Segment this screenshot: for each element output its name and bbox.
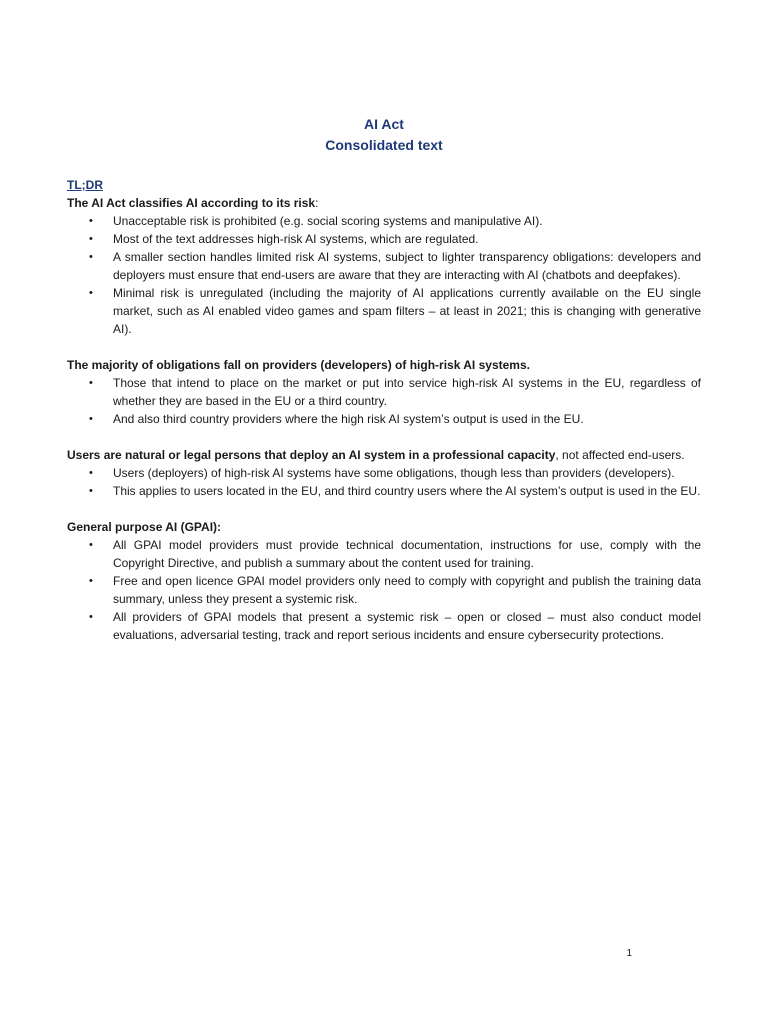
- section-2: [67, 446, 701, 500]
- section-heading: [67, 356, 701, 374]
- section-heading: [67, 194, 701, 212]
- list-item-text: A smaller section handles limited risk AI systems, subject to lighter transparency obligations: developers and deployers must ensure that end-users are aware that they are interacting with AI (chatbots and deepfakes).: [113, 250, 701, 282]
- list-item-text: All providers of GPAI models that present a systemic risk – open or closed – must also conduct model evaluations, adversarial testing, track and report serious incidents and ensure cybersecurity protections.: [113, 610, 701, 642]
- bullet-list: [67, 212, 701, 338]
- section-3: [67, 518, 701, 644]
- document-page: [67, 0, 701, 1024]
- list-item-text: And also third country providers where the high risk AI system’s output is used in the EU.: [113, 412, 584, 426]
- list-item: [67, 572, 701, 608]
- list-item-text: All GPAI model providers must provide technical documentation, instructions for use, comply with the Copyright Directive, and publish a summary about the content used for training.: [113, 538, 701, 570]
- bullet-icon: •: [89, 611, 93, 623]
- title-line-1: AI Act: [364, 116, 404, 132]
- list-item-text: This applies to users located in the EU, and third country users where the AI system’s output is used in the EU.: [113, 484, 701, 498]
- section-heading: [67, 518, 701, 536]
- document-title: [67, 114, 701, 156]
- list-item: [67, 230, 701, 248]
- section-1: [67, 356, 701, 428]
- list-item: [67, 284, 701, 338]
- bullet-icon: •: [89, 377, 93, 389]
- document-body: [67, 176, 701, 644]
- list-item-text: Free and open licence GPAI model providers only need to comply with copyright and publish the training data summary, unless they present a systemic risk.: [113, 574, 701, 606]
- bullet-icon: •: [89, 251, 93, 263]
- bullet-icon: •: [89, 287, 93, 299]
- bullet-icon: •: [89, 413, 93, 425]
- list-item: [67, 374, 701, 410]
- section-0: [67, 194, 701, 338]
- section-heading-bold: The majority of obligations fall on providers (developers) of high-risk AI systems.: [67, 358, 530, 372]
- bullet-icon: •: [89, 467, 93, 479]
- bullet-list: [67, 374, 701, 428]
- bullet-icon: •: [89, 233, 93, 245]
- tldr-link[interactable]: TL;DR: [67, 178, 103, 192]
- section-heading-bold: General purpose AI (GPAI):: [67, 520, 222, 534]
- section-heading-rest: , not affected end-users.: [555, 448, 685, 462]
- list-item: [67, 464, 701, 482]
- bullet-list: [67, 464, 701, 500]
- list-item: [67, 536, 701, 572]
- section-heading: [67, 446, 701, 464]
- bullet-icon: •: [89, 575, 93, 587]
- section-heading-bold: The AI Act classifies AI according to its risk: [67, 196, 316, 210]
- list-item-text: Those that intend to place on the market or put into service high-risk AI systems in the EU, regardless of whether they are based in the EU or a third country.: [113, 376, 701, 408]
- list-item-text: Unacceptable risk is prohibited (e.g. social scoring systems and manipulative AI).: [113, 214, 543, 228]
- list-item: [67, 410, 701, 428]
- list-item: [67, 212, 701, 230]
- sections-container: [67, 194, 701, 644]
- list-item-text: Users (deployers) of high-risk AI systems have some obligations, though less than providers (developers).: [113, 466, 675, 480]
- section-heading-bold: Users are natural or legal persons that deploy an AI system in a professional capacity: [67, 448, 556, 462]
- title-line-2: Consolidated text: [325, 137, 443, 153]
- bullet-icon: •: [89, 539, 93, 551]
- page-number: 1: [626, 948, 632, 959]
- bullet-list: [67, 536, 701, 644]
- list-item-text: Minimal risk is unregulated (including the majority of AI applications currently available on the EU single market, such as AI enabled video games and spam filters – at least in 2021; this is changing with generative AI).: [113, 286, 701, 336]
- bullet-icon: •: [89, 215, 93, 227]
- bullet-icon: •: [89, 485, 93, 497]
- list-item: [67, 248, 701, 284]
- list-item: [67, 608, 701, 644]
- list-item: [67, 482, 701, 500]
- section-heading-rest: :: [315, 196, 319, 210]
- list-item-text: Most of the text addresses high-risk AI systems, which are regulated.: [113, 232, 479, 246]
